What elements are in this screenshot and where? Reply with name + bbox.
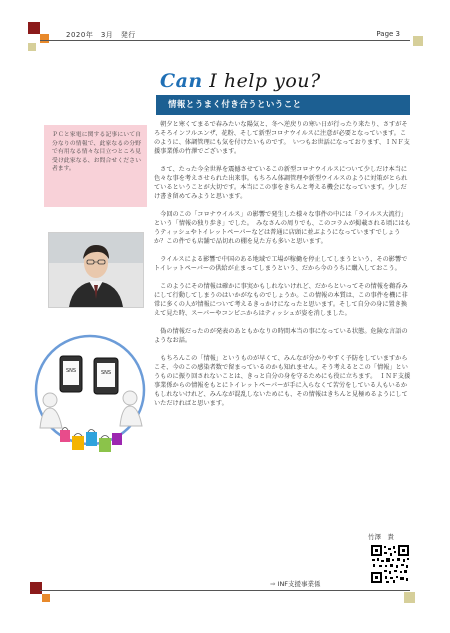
header-divider	[40, 40, 410, 41]
qr-code-icon	[370, 544, 410, 584]
corner-square-bl-1	[30, 582, 42, 594]
footer-divider	[40, 590, 410, 591]
author-signature: 竹澤 貴	[368, 533, 394, 541]
corner-square-tl-1	[28, 22, 40, 34]
title-accent: Can	[160, 70, 203, 92]
sns-label-right: SNS	[100, 370, 112, 376]
issue-date: 2020年 3月 発行	[66, 31, 136, 39]
info-note-box: ＰＣと家電に関する記事にいて自分なりの情報で、此家なるの分野で有用なる情々な目立つところ見受け此家なる、お問合せください者ます。	[44, 125, 147, 207]
paragraph-4: ライルスによる影響で中国のある地域で工場が稼働を停止してしまうという、その影響でトイレットペーパーの供給が止まってしまうという、だから今のうちに購入しておこう。	[154, 256, 408, 272]
corner-square-tr-1	[413, 36, 423, 46]
title-rest: I help you?	[202, 70, 321, 92]
author-photo	[48, 232, 144, 308]
qr-code[interactable]	[370, 544, 410, 584]
qr-caption-text: INF支援事業係	[277, 580, 321, 588]
qr-caption	[270, 579, 321, 588]
corner-square-tl-2	[40, 34, 49, 43]
paragraph-6: 偽の情報だったのが発表のあともかなりの時間本当の事になっている状態。危険な言語のようなお話。	[154, 328, 408, 344]
paragraph-2: さて、たった今全世界を震撼させているこの新型コロナウイルスについて少しだけ本当に色々な事を考えさせられた出来事。もちろん体調管理や新型ウイルスのように対策がとられているということが大切です。本当にこの事をきちんと考える機会になっています。少しだけ書き留めてみようと思います。	[154, 166, 408, 200]
sns-label-left: SNS	[65, 368, 77, 374]
paragraph-5: このようにその情報は確かに事実かもしれないけれど、だからといってその情報を鵜呑みにして行動してしまうのはいかがなものでしょうか。この情報の本質は、この事件を機に非常に多くの人が情報について考えるきっかけになったと思います。そして自分の身に置き換えて見た時、スーパーやコンビニからはティッシュが姿を消しました。	[154, 283, 408, 317]
page-title	[160, 70, 321, 92]
portrait-illustration	[49, 233, 143, 307]
paragraph-7: もちろんこの「情報」というものが早くて、みんなが分かりやすく予防をしていますからこそ、今のこの感染者数で留まっているのかも知れません。そう考えるとこの「情報」というものに振り回されないことは、きっと自分の身を守るためにも役に立ちます。 ＩＮＦ支援事業係からの情報をもとにトイレットペーパーが手に入らなくて苦労をしている人もいるかもしれないけれど、みんなが混乱しないためにも、その情報はきちんと見極めるようにしていただければと思います。	[154, 355, 411, 407]
paragraph-1: 朝夕と寒くてまるで春みたいな陽気と、冬へ逆戻りの寒い日が行ったり来たり、さすがそろそろインフルエンザ、花粉、そして新型コロナウイルスに注意が必要となっています。このように、体調管理にも気を付けたいものです。 いつもお世話になっております、ＩＮＦ支援事業係の竹澤でございます。	[154, 121, 410, 155]
page-number: Page 3	[376, 30, 400, 38]
corner-square-bl-2	[42, 594, 50, 602]
section-heading: 情報とうまく付き合うということ	[156, 95, 410, 115]
paragraph-3: 今回のこの「コロナウイルス」の影響で発生した様々な事件の中には「ライルス大流行」という「情報の独り歩き」でした。 みなさんの周りでも、このコラムが掲載される頃にはもうティッシュやトイレットペーパーなどは普通に店頭に並ぶようになっていますでしょうか？この件でも店舗で品切れの棚を見た方も多いと思います。	[154, 211, 411, 245]
arrow-right-icon: ⇒	[270, 580, 276, 588]
sns-shopping-illustration	[30, 318, 150, 478]
article-body	[154, 120, 412, 417]
corner-square-br-1	[404, 592, 415, 603]
corner-square-tl-3	[28, 43, 36, 51]
